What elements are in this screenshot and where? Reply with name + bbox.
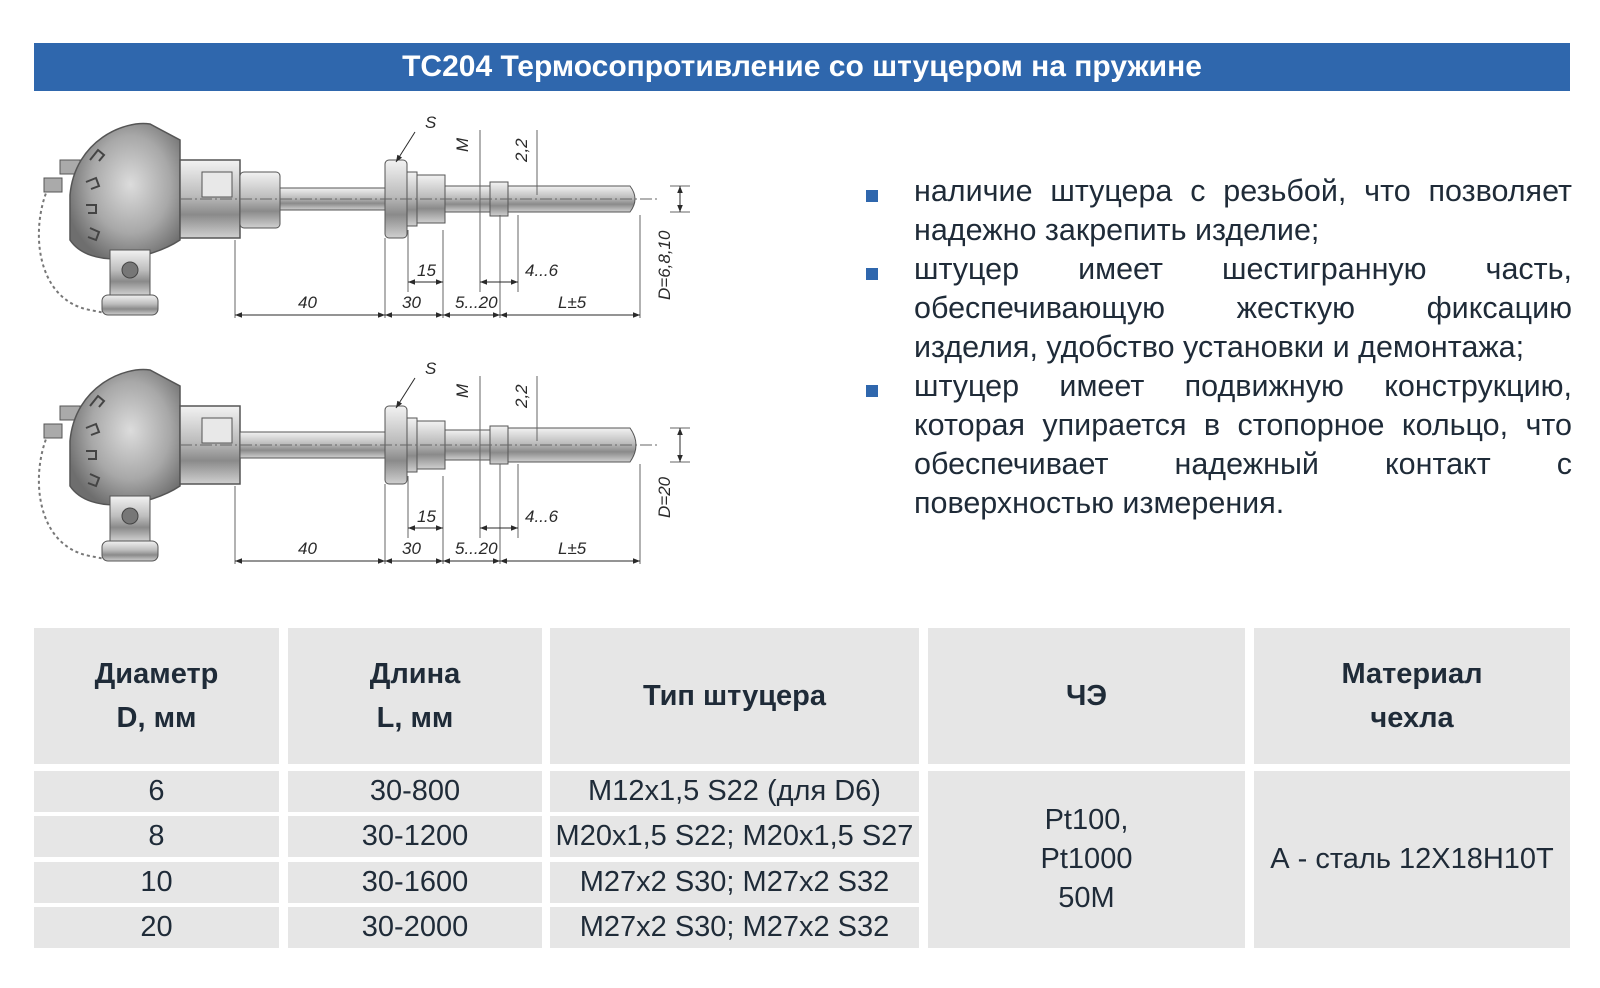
feature-text: штуцер имеет шестигранную часть, обеспечивающую жесткую фиксацию изделия, удобство установки и демонтажа; (914, 252, 1572, 364)
label-22-bottom: 2,2 (512, 384, 531, 408)
header-fitting-text: Тип штуцера (642, 680, 827, 712)
header-diameter-line1: Диаметр (94, 658, 219, 690)
feature-item (866, 172, 1572, 250)
feature-item (866, 250, 1572, 367)
cell-d-2: 10 (34, 862, 279, 903)
header-length-line1: Длина (369, 658, 461, 690)
label-m-bottom: M (453, 383, 472, 398)
feature-item (866, 367, 1572, 523)
label-d-bottom: D=20 (655, 476, 674, 518)
cell-l-1: 30-1200 (288, 816, 542, 857)
header-diameter-line2: D, мм (116, 702, 197, 734)
label-l-bottom: L±5 (558, 539, 587, 558)
label-40-bottom: 40 (298, 539, 317, 558)
cell-fitting-2: M27x2 S30; M27x2 S32 (550, 862, 919, 903)
bullet-square-icon (866, 268, 878, 280)
header-material (1254, 628, 1570, 764)
label-520-bottom: 5...20 (455, 539, 498, 558)
label-s-top: S (425, 113, 437, 132)
feature-text: наличие штуцера с резьбой, что позволяет надежно закрепить изделие; (914, 174, 1572, 247)
label-30-top: 30 (402, 293, 421, 312)
label-15-bottom: 15 (417, 507, 436, 526)
label-46-bottom: 4...6 (525, 507, 559, 526)
label-15-top: 15 (417, 261, 436, 280)
header-material-line2: чехла (1370, 702, 1454, 734)
sensor-drawing-top (39, 113, 690, 318)
header-material-line1: Материал (1341, 658, 1483, 690)
technical-drawing (30, 100, 730, 600)
page-title: ТС204 Термосопротивление со штуцером на пружине (34, 43, 1570, 91)
bullet-square-icon (866, 385, 878, 397)
feature-list (866, 172, 1572, 523)
header-length-line2: L, мм (376, 702, 454, 734)
sensor-line-2: Pt1000 (1040, 843, 1133, 875)
bullet-square-icon (866, 190, 878, 202)
sensor-line-3: 50M (1058, 882, 1115, 914)
header-sensor (928, 628, 1245, 764)
header-length (288, 628, 542, 764)
feature-text: штуцер имеет подвижную конструкцию, которая упирается в стопорное кольцо, что обеспечивает надежный контакт с поверхностью измерения. (914, 369, 1572, 520)
cell-fitting-1: M20x1,5 S22; M20x1,5 S27 (550, 816, 919, 857)
label-m-top: M (453, 137, 472, 152)
label-l-top: L±5 (558, 293, 587, 312)
cell-sensor-merged (928, 771, 1245, 948)
label-22-top: 2,2 (512, 138, 531, 162)
label-s-bottom: S (425, 359, 437, 378)
header-sensor-text: ЧЭ (1065, 680, 1107, 712)
label-d-top: D=6,8,10 (655, 230, 674, 300)
label-30-bottom: 30 (402, 539, 421, 558)
sensor-drawing-bottom (39, 359, 690, 564)
cell-l-0: 30-800 (288, 771, 542, 812)
cell-fitting-3: M27x2 S30; M27x2 S32 (550, 907, 919, 948)
cell-material-merged: А - сталь 12Х18Н10Т (1254, 771, 1570, 948)
cell-fitting-0: M12x1,5 S22 (для D6) (550, 771, 919, 812)
header-fitting (550, 628, 919, 764)
spec-table (34, 628, 1570, 948)
label-40-top: 40 (298, 293, 317, 312)
header-diameter (34, 628, 279, 764)
cell-l-2: 30-1600 (288, 862, 542, 903)
label-520-top: 5...20 (455, 293, 498, 312)
label-46-top: 4...6 (525, 261, 559, 280)
cell-d-1: 8 (34, 816, 279, 857)
cell-d-0: 6 (34, 771, 279, 812)
cell-d-3: 20 (34, 907, 279, 948)
sensor-line-1: Pt100, (1044, 804, 1129, 836)
cell-l-3: 30-2000 (288, 907, 542, 948)
